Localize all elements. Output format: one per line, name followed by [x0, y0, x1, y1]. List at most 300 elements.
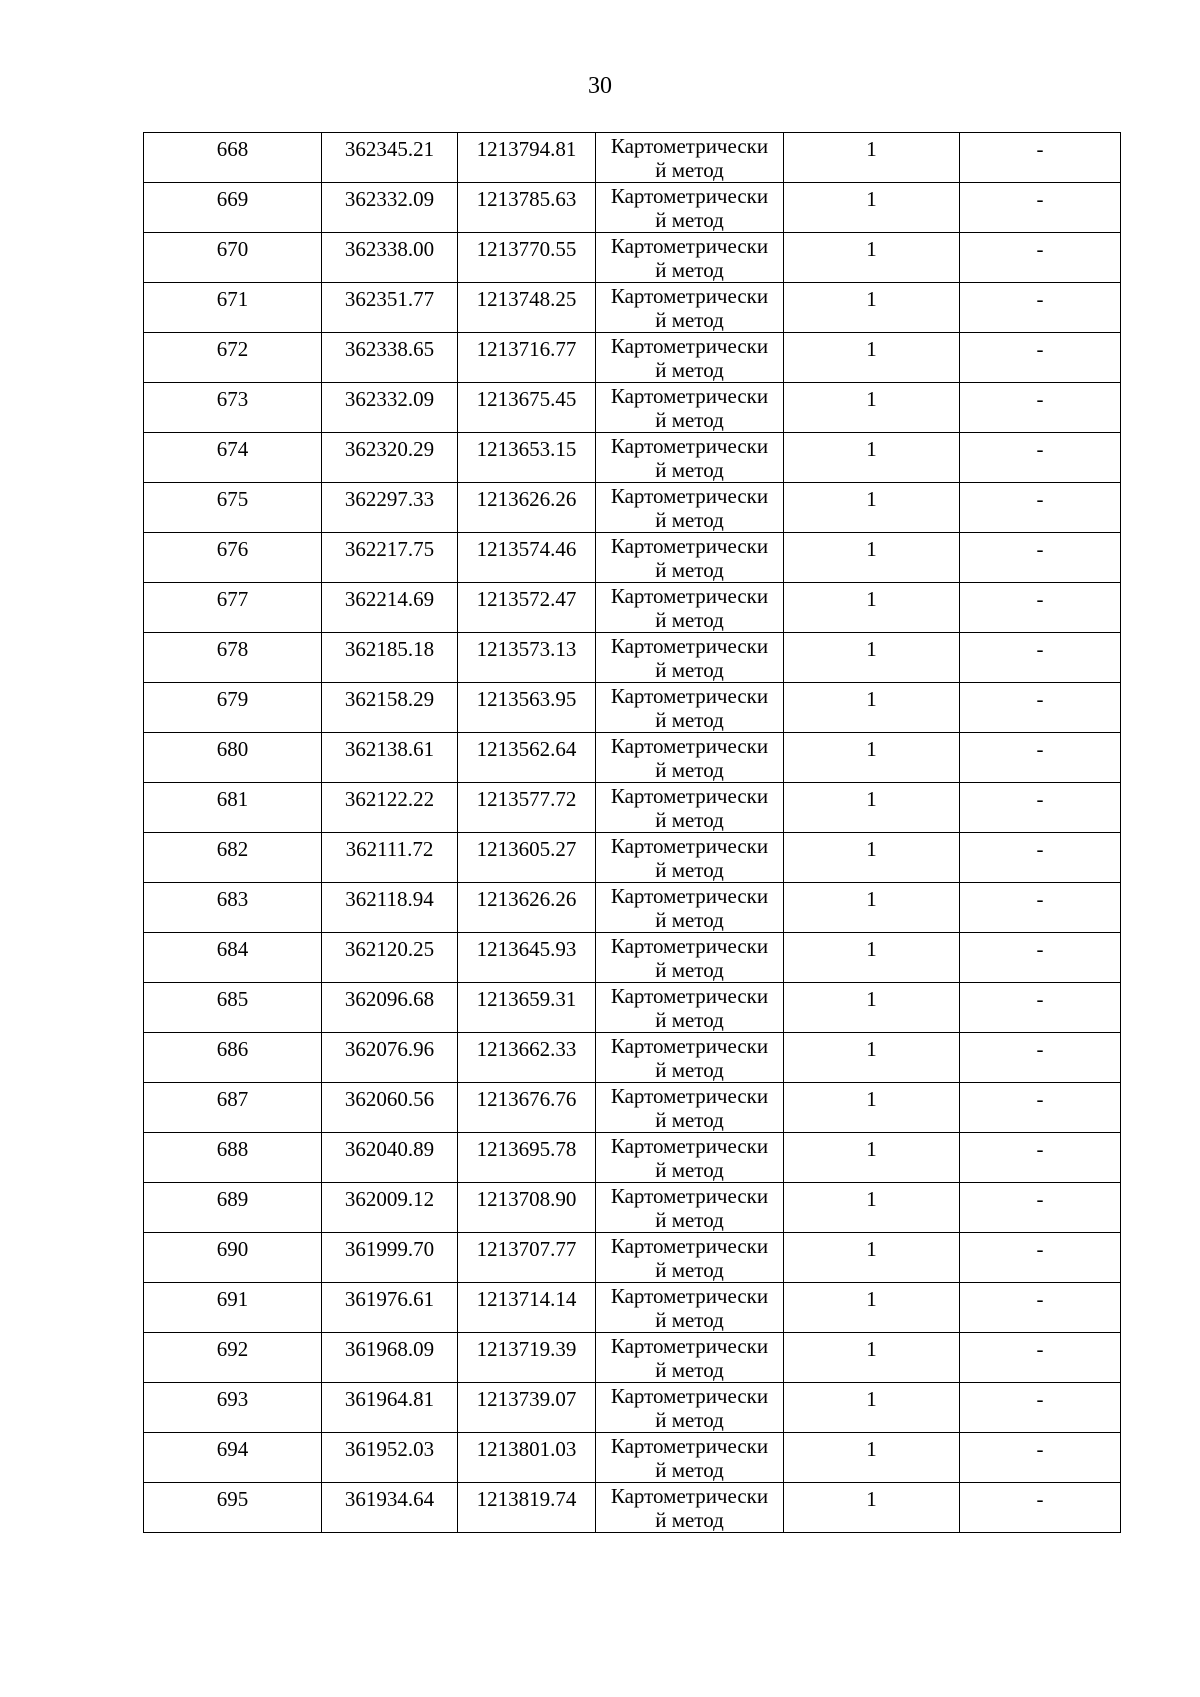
- accuracy-cell: [784, 933, 960, 983]
- description-cell: [960, 833, 1121, 883]
- method-cell: [596, 1133, 784, 1183]
- cell-text: 676: [216, 537, 249, 561]
- cell-text: 362060.56: [344, 1087, 435, 1111]
- cell-text: 1: [866, 587, 877, 611]
- table-row: [144, 1133, 1121, 1183]
- cell-text: 689: [216, 1187, 249, 1211]
- x-coordinate-cell: [322, 933, 458, 983]
- cell-text: 362096.68: [344, 987, 435, 1011]
- point-number-cell: [144, 1233, 322, 1283]
- y-coordinate-cell: [458, 283, 596, 333]
- cell-text: 1: [866, 1337, 877, 1361]
- cell-text: Картометрически й метод: [610, 784, 769, 832]
- cell-text: -: [1036, 437, 1044, 461]
- cell-text: 1213605.27: [476, 837, 577, 861]
- accuracy-cell: [784, 483, 960, 533]
- table-row: [144, 1083, 1121, 1133]
- method-cell: [596, 1433, 784, 1483]
- accuracy-cell: [784, 533, 960, 583]
- x-coordinate-cell: [322, 1133, 458, 1183]
- cell-text: 683: [216, 887, 249, 911]
- cell-text: -: [1036, 237, 1044, 261]
- cell-text: 362332.09: [344, 387, 435, 411]
- description-cell: [960, 783, 1121, 833]
- method-cell: [596, 1283, 784, 1333]
- cell-text: -: [1036, 987, 1044, 1011]
- x-coordinate-cell: [322, 733, 458, 783]
- y-coordinate-cell: [458, 1283, 596, 1333]
- accuracy-cell: [784, 1033, 960, 1083]
- table-row: [144, 1033, 1121, 1083]
- y-coordinate-cell: [458, 1033, 596, 1083]
- cell-text: 677: [216, 587, 249, 611]
- table-row: [144, 233, 1121, 283]
- cell-text: 690: [216, 1237, 249, 1261]
- cell-text: 362217.75: [344, 537, 435, 561]
- cell-text: 1213572.47: [476, 587, 577, 611]
- method-cell: [596, 1483, 784, 1533]
- x-coordinate-cell: [322, 283, 458, 333]
- x-coordinate-cell: [322, 683, 458, 733]
- cell-text: 1: [866, 1187, 877, 1211]
- cell-text: 1: [866, 637, 877, 661]
- cell-text: 668: [216, 137, 249, 161]
- cell-text: 362297.33: [344, 487, 435, 511]
- cell-text: 362040.89: [344, 1137, 435, 1161]
- x-coordinate-cell: [322, 983, 458, 1033]
- point-number-cell: [144, 583, 322, 633]
- accuracy-cell: [784, 733, 960, 783]
- point-number-cell: [144, 283, 322, 333]
- table-row: [144, 983, 1121, 1033]
- table-row: [144, 533, 1121, 583]
- cell-text: 1213716.77: [476, 337, 577, 361]
- table-row: [144, 1233, 1121, 1283]
- cell-text: 672: [216, 337, 249, 361]
- y-coordinate-cell: [458, 733, 596, 783]
- accuracy-cell: [784, 183, 960, 233]
- x-coordinate-cell: [322, 783, 458, 833]
- y-coordinate-cell: [458, 183, 596, 233]
- accuracy-cell: [784, 233, 960, 283]
- cell-text: Картометрически й метод: [610, 1184, 769, 1232]
- cell-text: 1: [866, 1387, 877, 1411]
- x-coordinate-cell: [322, 833, 458, 883]
- cell-text: 670: [216, 237, 249, 261]
- table-row: [144, 1483, 1121, 1533]
- y-coordinate-cell: [458, 633, 596, 683]
- cell-text: 1213785.63: [476, 187, 577, 211]
- table-row: [144, 583, 1121, 633]
- description-cell: [960, 1433, 1121, 1483]
- cell-text: 1: [866, 1087, 877, 1111]
- cell-text: 693: [216, 1387, 249, 1411]
- cell-text: 1: [866, 1487, 877, 1511]
- point-number-cell: [144, 933, 322, 983]
- cell-text: 1213563.95: [476, 687, 577, 711]
- cell-text: -: [1036, 787, 1044, 811]
- cell-text: 362118.94: [345, 887, 434, 911]
- method-cell: [596, 1383, 784, 1433]
- x-coordinate-cell: [322, 883, 458, 933]
- cell-text: 1: [866, 487, 877, 511]
- cell-text: 678: [216, 637, 249, 661]
- accuracy-cell: [784, 133, 960, 183]
- cell-text: 362111.72: [345, 837, 434, 861]
- cell-text: 1: [866, 1137, 877, 1161]
- cell-text: Картометрически й метод: [610, 1334, 769, 1382]
- cell-text: 692: [216, 1337, 249, 1361]
- cell-text: 362185.18: [344, 637, 435, 661]
- y-coordinate-cell: [458, 133, 596, 183]
- accuracy-cell: [784, 1433, 960, 1483]
- cell-text: -: [1036, 187, 1044, 211]
- cell-text: 691: [216, 1287, 249, 1311]
- x-coordinate-cell: [322, 333, 458, 383]
- accuracy-cell: [784, 1483, 960, 1533]
- cell-text: Картометрически й метод: [610, 1484, 769, 1532]
- cell-text: -: [1036, 1037, 1044, 1061]
- cell-text: Картометрически й метод: [610, 984, 769, 1032]
- cell-text: 362332.09: [344, 187, 435, 211]
- cell-text: -: [1036, 1187, 1044, 1211]
- method-cell: [596, 583, 784, 633]
- description-cell: [960, 1383, 1121, 1433]
- description-cell: [960, 983, 1121, 1033]
- cell-text: Картометрически й метод: [610, 934, 769, 982]
- accuracy-cell: [784, 1183, 960, 1233]
- cell-text: -: [1036, 937, 1044, 961]
- y-coordinate-cell: [458, 583, 596, 633]
- method-cell: [596, 1233, 784, 1283]
- cell-text: 671: [216, 287, 249, 311]
- point-number-cell: [144, 1383, 322, 1433]
- cell-text: 1: [866, 537, 877, 561]
- cell-text: 695: [216, 1487, 249, 1511]
- cell-text: Картометрически й метод: [610, 534, 769, 582]
- x-coordinate-cell: [322, 1083, 458, 1133]
- cell-text: Картометрически й метод: [610, 334, 769, 382]
- point-number-cell: [144, 1033, 322, 1083]
- description-cell: [960, 883, 1121, 933]
- cell-text: 1213719.39: [476, 1337, 577, 1361]
- point-number-cell: [144, 133, 322, 183]
- y-coordinate-cell: [458, 1333, 596, 1383]
- cell-text: -: [1036, 637, 1044, 661]
- accuracy-cell: [784, 1233, 960, 1283]
- x-coordinate-cell: [322, 1183, 458, 1233]
- y-coordinate-cell: [458, 483, 596, 533]
- x-coordinate-cell: [322, 1333, 458, 1383]
- cell-text: Картометрически й метод: [610, 634, 769, 682]
- point-number-cell: [144, 1433, 322, 1483]
- cell-text: 362120.25: [344, 937, 435, 961]
- point-number-cell: [144, 1183, 322, 1233]
- cell-text: 362320.29: [344, 437, 435, 461]
- cell-text: Картометрически й метод: [610, 234, 769, 282]
- cell-text: -: [1036, 837, 1044, 861]
- description-cell: [960, 633, 1121, 683]
- accuracy-cell: [784, 833, 960, 883]
- table-row: [144, 383, 1121, 433]
- cell-text: 1213676.76: [476, 1087, 577, 1111]
- cell-text: 362214.69: [344, 587, 435, 611]
- cell-text: -: [1036, 887, 1044, 911]
- point-number-cell: [144, 333, 322, 383]
- accuracy-cell: [784, 1383, 960, 1433]
- method-cell: [596, 783, 784, 833]
- cell-text: 673: [216, 387, 249, 411]
- cell-text: Картометрически й метод: [610, 884, 769, 932]
- x-coordinate-cell: [322, 233, 458, 283]
- cell-text: 1213573.13: [476, 637, 577, 661]
- table-row: [144, 483, 1121, 533]
- cell-text: -: [1036, 1287, 1044, 1311]
- cell-text: -: [1036, 1087, 1044, 1111]
- cell-text: 1213739.07: [476, 1387, 577, 1411]
- cell-text: Картометрически й метод: [610, 1234, 769, 1282]
- accuracy-cell: [784, 1083, 960, 1133]
- cell-text: 688: [216, 1137, 249, 1161]
- cell-text: 1: [866, 137, 877, 161]
- cell-text: 1: [866, 737, 877, 761]
- accuracy-cell: [784, 583, 960, 633]
- method-cell: [596, 183, 784, 233]
- cell-text: 362158.29: [344, 687, 435, 711]
- x-coordinate-cell: [322, 1033, 458, 1083]
- cell-text: 680: [216, 737, 249, 761]
- point-number-cell: [144, 783, 322, 833]
- table-row: [144, 833, 1121, 883]
- table-row: [144, 883, 1121, 933]
- description-cell: [960, 1133, 1121, 1183]
- x-coordinate-cell: [322, 133, 458, 183]
- y-coordinate-cell: [458, 783, 596, 833]
- y-coordinate-cell: [458, 683, 596, 733]
- cell-text: Картометрически й метод: [610, 134, 769, 182]
- y-coordinate-cell: [458, 1433, 596, 1483]
- description-cell: [960, 183, 1121, 233]
- cell-text: Картометрически й метод: [610, 1134, 769, 1182]
- cell-text: 1213659.31: [476, 987, 577, 1011]
- method-cell: [596, 733, 784, 783]
- cell-text: 1213819.74: [476, 1487, 577, 1511]
- method-cell: [596, 383, 784, 433]
- cell-text: 1: [866, 1037, 877, 1061]
- point-number-cell: [144, 233, 322, 283]
- cell-text: 1: [866, 387, 877, 411]
- cell-text: 362351.77: [344, 287, 435, 311]
- cell-text: 1: [866, 187, 877, 211]
- cell-text: 361964.81: [344, 1387, 435, 1411]
- table-row: [144, 433, 1121, 483]
- table-row: [144, 183, 1121, 233]
- cell-text: 675: [216, 487, 249, 511]
- cell-text: 1213574.46: [476, 537, 577, 561]
- y-coordinate-cell: [458, 383, 596, 433]
- cell-text: 1213626.26: [476, 887, 577, 911]
- cell-text: 1213662.33: [476, 1037, 577, 1061]
- cell-text: 1213748.25: [476, 287, 577, 311]
- point-number-cell: [144, 833, 322, 883]
- cell-text: 687: [216, 1087, 249, 1111]
- cell-text: 361976.61: [344, 1287, 435, 1311]
- method-cell: [596, 1083, 784, 1133]
- cell-text: 1213695.78: [476, 1137, 577, 1161]
- table-row: [144, 1333, 1121, 1383]
- cell-text: 1: [866, 937, 877, 961]
- cell-text: Картометрически й метод: [610, 1434, 769, 1482]
- y-coordinate-cell: [458, 1483, 596, 1533]
- cell-text: -: [1036, 137, 1044, 161]
- cell-text: 361999.70: [344, 1237, 435, 1261]
- cell-text: -: [1036, 687, 1044, 711]
- cell-text: Картометрически й метод: [610, 684, 769, 732]
- point-number-cell: [144, 1133, 322, 1183]
- method-cell: [596, 233, 784, 283]
- cell-text: 1213675.45: [476, 387, 577, 411]
- point-number-cell: [144, 1283, 322, 1333]
- cell-text: -: [1036, 737, 1044, 761]
- cell-text: Картометрически й метод: [610, 284, 769, 332]
- cell-text: 362076.96: [344, 1037, 435, 1061]
- description-cell: [960, 933, 1121, 983]
- description-cell: [960, 1033, 1121, 1083]
- cell-text: 669: [216, 187, 249, 211]
- cell-text: 362338.65: [344, 337, 435, 361]
- y-coordinate-cell: [458, 1233, 596, 1283]
- accuracy-cell: [784, 883, 960, 933]
- cell-text: -: [1036, 337, 1044, 361]
- description-cell: [960, 133, 1121, 183]
- cell-text: 1: [866, 787, 877, 811]
- x-coordinate-cell: [322, 483, 458, 533]
- x-coordinate-cell: [322, 183, 458, 233]
- cell-text: 362122.22: [344, 787, 435, 811]
- method-cell: [596, 833, 784, 883]
- cell-text: 684: [216, 937, 249, 961]
- method-cell: [596, 883, 784, 933]
- cell-text: Картометрически й метод: [610, 384, 769, 432]
- cell-text: 1: [866, 287, 877, 311]
- cell-text: 1213562.64: [476, 737, 577, 761]
- table-row: [144, 933, 1121, 983]
- description-cell: [960, 1283, 1121, 1333]
- x-coordinate-cell: [322, 1433, 458, 1483]
- cell-text: Картометрически й метод: [610, 484, 769, 532]
- accuracy-cell: [784, 433, 960, 483]
- page-number: 30: [588, 73, 612, 99]
- cell-text: -: [1036, 587, 1044, 611]
- method-cell: [596, 483, 784, 533]
- cell-text: 1: [866, 1437, 877, 1461]
- table-row: [144, 1183, 1121, 1233]
- cell-text: 685: [216, 987, 249, 1011]
- method-cell: [596, 1333, 784, 1383]
- description-cell: [960, 383, 1121, 433]
- table-row: [144, 1383, 1121, 1433]
- description-cell: [960, 283, 1121, 333]
- method-cell: [596, 1033, 784, 1083]
- method-cell: [596, 1183, 784, 1233]
- description-cell: [960, 1483, 1121, 1533]
- point-number-cell: [144, 483, 322, 533]
- method-cell: [596, 983, 784, 1033]
- description-cell: [960, 683, 1121, 733]
- table-row: [144, 133, 1121, 183]
- y-coordinate-cell: [458, 1383, 596, 1433]
- coordinates-table: [143, 132, 1121, 1533]
- description-cell: [960, 483, 1121, 533]
- cell-text: 1: [866, 437, 877, 461]
- cell-text: 1213707.77: [476, 1237, 577, 1261]
- accuracy-cell: [784, 633, 960, 683]
- description-cell: [960, 433, 1121, 483]
- table-row: [144, 783, 1121, 833]
- method-cell: [596, 933, 784, 983]
- description-cell: [960, 233, 1121, 283]
- y-coordinate-cell: [458, 333, 596, 383]
- cell-text: Картометрически й метод: [610, 184, 769, 232]
- cell-text: 1213577.72: [476, 787, 577, 811]
- cell-text: 361968.09: [344, 1337, 435, 1361]
- y-coordinate-cell: [458, 983, 596, 1033]
- y-coordinate-cell: [458, 833, 596, 883]
- accuracy-cell: [784, 1333, 960, 1383]
- method-cell: [596, 433, 784, 483]
- coordinates-table-body: [144, 133, 1121, 1533]
- cell-text: 694: [216, 1437, 249, 1461]
- cell-text: 1213645.93: [476, 937, 577, 961]
- table-row: [144, 733, 1121, 783]
- description-cell: [960, 1183, 1121, 1233]
- cell-text: 1: [866, 687, 877, 711]
- accuracy-cell: [784, 333, 960, 383]
- cell-text: 362138.61: [344, 737, 435, 761]
- point-number-cell: [144, 433, 322, 483]
- accuracy-cell: [784, 983, 960, 1033]
- y-coordinate-cell: [458, 233, 596, 283]
- cell-text: 1: [866, 237, 877, 261]
- x-coordinate-cell: [322, 1383, 458, 1433]
- y-coordinate-cell: [458, 433, 596, 483]
- cell-text: -: [1036, 1487, 1044, 1511]
- cell-text: -: [1036, 487, 1044, 511]
- method-cell: [596, 683, 784, 733]
- cell-text: 362009.12: [344, 1187, 435, 1211]
- x-coordinate-cell: [322, 1483, 458, 1533]
- cell-text: 679: [216, 687, 249, 711]
- cell-text: -: [1036, 1237, 1044, 1261]
- point-number-cell: [144, 183, 322, 233]
- y-coordinate-cell: [458, 533, 596, 583]
- point-number-cell: [144, 883, 322, 933]
- cell-text: Картометрически й метод: [610, 1284, 769, 1332]
- point-number-cell: [144, 383, 322, 433]
- cell-text: 674: [216, 437, 249, 461]
- cell-text: -: [1036, 1387, 1044, 1411]
- method-cell: [596, 533, 784, 583]
- cell-text: 1213653.15: [476, 437, 577, 461]
- cell-text: 1: [866, 1237, 877, 1261]
- table-row: [144, 1283, 1121, 1333]
- accuracy-cell: [784, 683, 960, 733]
- table-row: [144, 333, 1121, 383]
- y-coordinate-cell: [458, 883, 596, 933]
- point-number-cell: [144, 1333, 322, 1383]
- cell-text: 682: [216, 837, 249, 861]
- cell-text: -: [1036, 1137, 1044, 1161]
